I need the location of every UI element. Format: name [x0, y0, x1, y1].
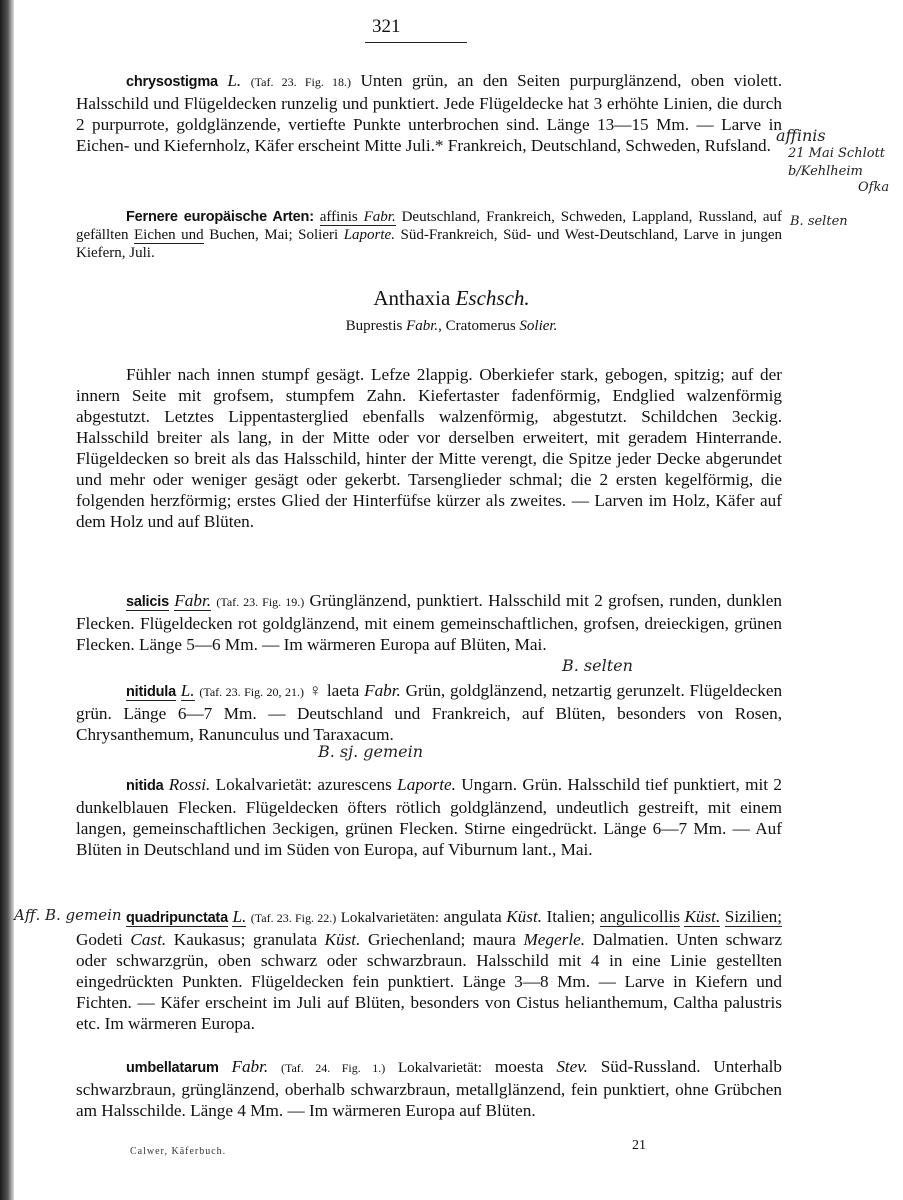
species-name: umbellatarum	[126, 1060, 219, 1076]
genus-heading: Anthaxia Eschsch.	[373, 286, 530, 310]
further-text: Süd-Frankreich, Süd- und West-Deutschland, Larve in jungen Kiefern, Juli.	[76, 227, 783, 261]
further-species	[76, 208, 782, 262]
plate-reference: (Taf. 23. Fig. 18.)	[250, 75, 352, 89]
species-author: Laporte.	[343, 227, 395, 243]
handwritten-note: b/Kehlheim	[788, 164, 863, 179]
handwritten-note: B. sj. gemein	[318, 742, 424, 761]
further-text: Deutschland, Frankreich, Schweden, Lappland, Russland, auf gefällten	[76, 209, 783, 243]
handwritten-note: affinis	[776, 126, 826, 145]
species-author: L.	[227, 71, 242, 90]
entry-text: Unten grün, an den Seiten purpurglänzend, oben violett. Halsschild und Flügeldecken runzelig und punktiert. Jede Flügeldecke hat 3 erhöhte Linien, die durch 2 purpurrote, goldglänzende, vertiefte Punkte unterbrochen sind. Länge 13—15 Mm. — Larve in Eichen- und Kiefernholz, Käfer erscheint Mitte Juli.* Frankreich, Deutschland, Schweden, Rufsland.	[76, 71, 783, 155]
handwritten-note: 21 Mai Schlott	[788, 146, 886, 161]
entry-nitidula: nitidula L. (Taf. 23. Fig. 20, 21.) ♀ laeta Fabr. Grün, goldglänzend, netzartig gerunzelt. Flügeldecken grün. Länge 6—7 Mm. — Deutschland und Frankreich, auf Blüten, besonders von Rosen, Chrysanthemum, Ranunculus und Taraxacum.	[76, 681, 783, 744]
entry-text: Ungarn. Grün. Halsschild tief punktiert, mit 2 dunkelblauen Flecken. Flügeldecken öfters rötlich goldglänzend, undeutlich gestreift, mit einem langen, gemeinschaftlichen 3eckigen, grünen Flecken. Stirne eingedrückt. Länge 6—7 Mm. — Auf Blüten in Deutschland und im Süden von Europa, auf Viburnum lant., Mai.	[76, 775, 782, 859]
species-name: salicis	[126, 594, 169, 610]
genus-synonyms: Buprestis Fabr., Cratomerus Solier.	[345, 318, 558, 334]
entry-nitida: nitida Rossi. Lokalvarietät: azurescens Laporte. Ungarn. Grün. Halsschild tief punktiert, mit 2 dunkelblauen Flecken. Flügeldecken öfters rötlich goldglänzend, undeutlich gestreift, mit einem langen, gemeinschaftlichen 3eckigen, grünen Flecken. Stirne eingedrückt. Länge 6—7 Mm. — Auf Blüten in Deutschland und im Süden von Europa, auf Viburnum lant., Mai.	[76, 775, 782, 859]
further-text: Buchen, Mai; Solieri	[209, 227, 339, 243]
species-author: Rossi.	[168, 775, 211, 794]
plate-reference: (Taf. 23. Fig. 22.)	[250, 911, 337, 925]
signature-mark: 21	[632, 1138, 646, 1153]
handwritten-note: B. selten	[790, 214, 848, 229]
species-author: Fabr.	[231, 1057, 269, 1076]
page-binding-shadow	[0, 0, 14, 1200]
species-author: L.	[180, 681, 195, 700]
entry-umbellatarum: umbellatarum Fabr. (Taf. 24. Fig. 1.) Lokalvarietät: moesta Stev. Süd-Russland. Unterhalb schwarzbraun, grünglänzend, oberhalb schwarzbraun, metallglänzend, fein punktiert, ohne Grübchen am Halsschilde. Länge 4 Mm. — Im wärmeren Europa auf Blüten.	[76, 1057, 783, 1120]
entry-text: Unten schwarz oder schwarzgrün, oben schwarz oder schwarzbraun. Halsschild mit 4 in eine Linie gestellten eingedrückten Punkten. Flügeldecken fein punktiert. Länge 3—8 Mm. — Larve in Kiefern und Fichten. — Käfer erscheint im Juli auf Blüten, besonders von Cistus helianthemum, Caltha palustris etc. Im wärmeren Europa.	[76, 930, 783, 1033]
entry-text: Grünglänzend, punktiert. Halsschild mit 2 grofsen, runden, dunklen Flecken. Flügeldecken rot goldglänzend, mit einem gemeinschaftlichen, grofsen, dreieckigen, grünen Flecken. Länge 5—6 Mm. — Im wärmeren Europa auf Blüten, Mai.	[76, 591, 782, 654]
entry-chrysostigma	[76, 70, 782, 156]
species-affinis: affinis Fabr.	[319, 209, 396, 225]
page-number: 321	[372, 16, 401, 37]
entry-text: Unterhalb schwarzbraun, grünglänzend, oberhalb schwarzbraun, metallglänzend, fein punktiert, ohne Grübchen am Halsschilde. Länge 4 Mm. — Im wärmeren Europa auf Blüten.	[76, 1057, 783, 1120]
plate-reference: (Taf. 23. Fig. 20, 21.)	[199, 685, 304, 699]
entry-text: Grün, goldglänzend, netzartig gerunzelt. Flügeldecken grün. Länge 6—7 Mm. — Deutschland und Frankreich, auf Blüten, besonders von Rosen, Chrysanthemum, Ranunculus und Taraxacum.	[76, 681, 783, 744]
handwritten-note: B. selten	[562, 656, 633, 675]
plate-reference: (Taf. 24. Fig. 1.)	[280, 1061, 386, 1075]
footer-publisher: Calwer, Käferbuch.	[130, 1146, 227, 1157]
further-label: Fernere europäische Arten:	[126, 209, 314, 225]
entry-salicis	[76, 590, 782, 655]
handwritten-note: Aff. B. gemein	[14, 906, 122, 924]
species-name: nitidula	[126, 684, 176, 700]
genus-description: Fühler nach innen stumpf gesägt. Lefze 2lappig. Oberkiefer stark, gebogen, spitzig; auf der innern Seite mit grofsem, stumpfem Zahn. Kiefertaster fadenförmig, Endglied walzenförmig abgestutzt. Letztes Lippentasterglied ebenfalls walzenförmig, abgestutzt. Schildchen 3eckig. Halsschild breiter als lang, in der Mitte oder vor derselben erweitert, mit geradem Hinterrande. Flügeldecken so breit als das Halsschild, hinter der Mitte verengt, die Spitze jeder Decke abgerundet und mehr oder weniger gesägt oder gekerbt. Tarsenglieder schmal; die 2 ersten kegelförmig, die folgenden herzförmig; erstes Glied der Hinterfüfse kürzer als zweites. — Larven im Holz, Käfer auf dem Holz und auf Blüten.	[76, 365, 782, 531]
species-name: quadripunctata	[126, 910, 228, 926]
plate-reference: (Taf. 23. Fig. 19.)	[216, 595, 305, 609]
female-symbol: ♀	[308, 681, 323, 700]
entry-quadripunctata: quadripunctata L. (Taf. 23. Fig. 22.) Lokalvarietäten: angulata Küst. Italien; angulicollis Küst. Sizilien; Godeti Cast. Kaukasus; granulata Küst. Griechenland; maura Megerle. Dalmatien. Unten schwarz oder schwarzgrün, oben schwarz oder schwarzbraun. Halsschild mit 4 in eine Linie gestellten eingedrückten Punkten. Flügeldecken fein punktiert. Länge 3—8 Mm. — Larve in Kiefern und Fichten. — Käfer erscheint im Juli auf Blüten, besonders von Cistus helianthemum, Caltha palustris etc. Im wärmeren Europa.	[76, 907, 783, 1033]
species-author: L.	[232, 907, 247, 926]
page-number-rule	[365, 42, 467, 43]
species-name: chrysostigma	[126, 74, 218, 90]
handwritten-note: Ofka	[858, 180, 890, 195]
species-name: nitida	[126, 778, 164, 794]
further-text-underlined: Eichen und	[134, 227, 204, 243]
species-author: Fabr.	[174, 591, 212, 610]
